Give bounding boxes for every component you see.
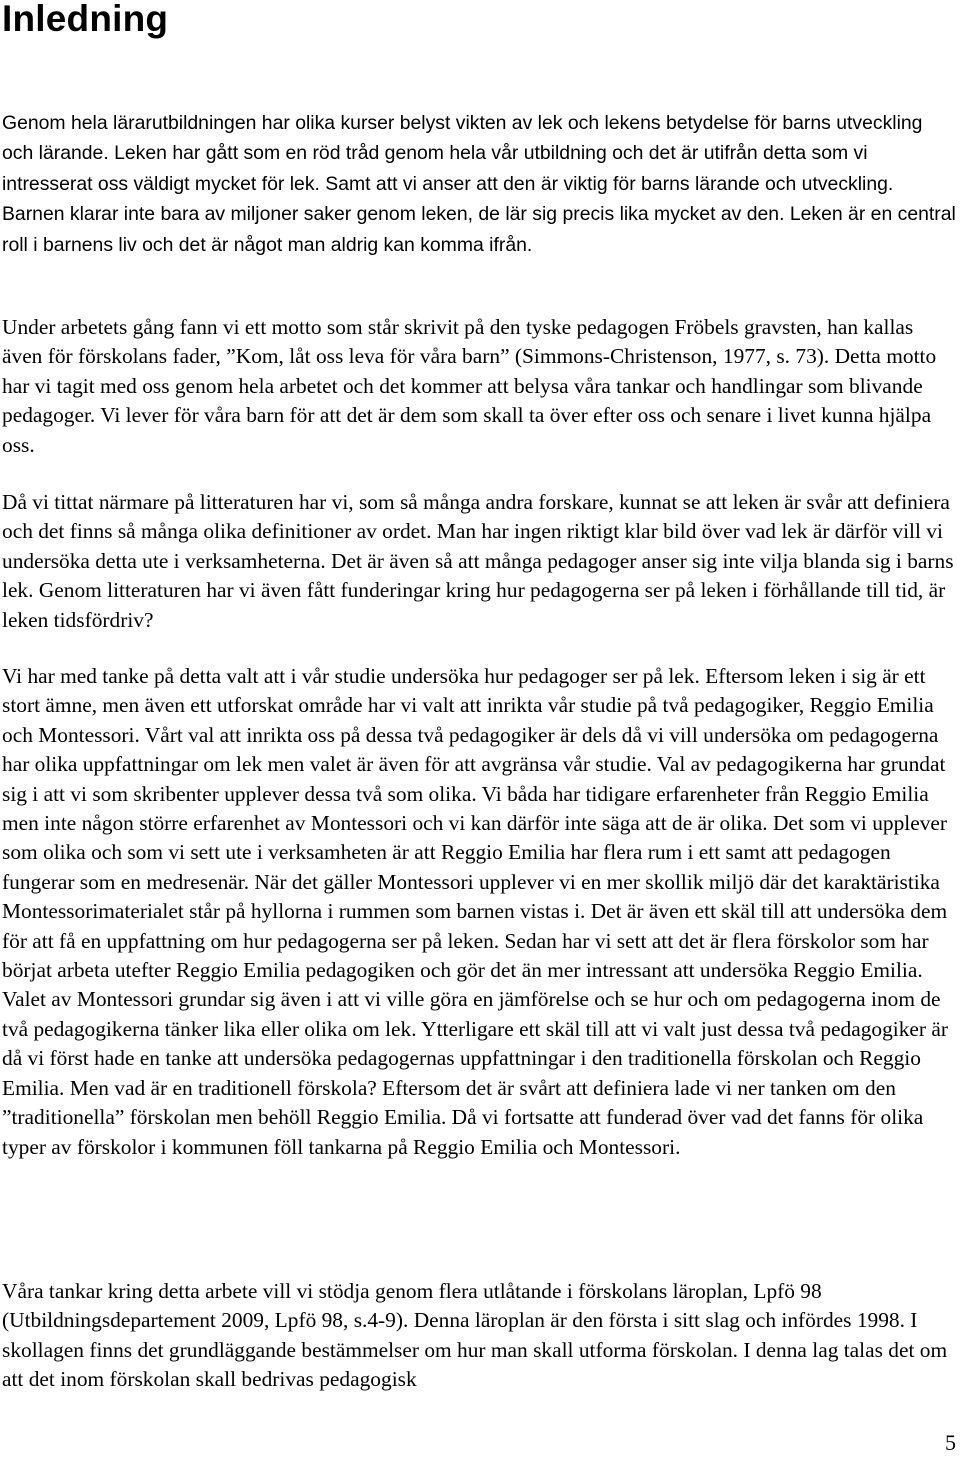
paragraph-literature: Då vi tittat närmare på litteraturen har vi, som så många andra forskare, kunnat se att leken är svår att definiera och det finns så många olika definitioner av ordet. Man har ingen riktigt klar bild över vad lek är därför vill vi undersöka detta ute i verksamheterna. Det är även så att många pedagoger anser sig inte vilja blanda sig i barns lek. Genom litteraturen har vi även fått funderingar kring hur pedagogerna ser på leken i förhållande till tid, är leken tidsfördriv? [2, 490, 954, 632]
page-title: Inledning [2, 0, 169, 39]
page-number: 5 [945, 1430, 956, 1455]
paragraph-curriculum: Våra tankar kring detta arbete vill vi stödja genom flera utlåtande i förskolans läroplan, Lpfö 98 (Utbildningsdepartement 2009, Lpfö 98, s.4-9). Denna läroplan är den första i sitt slag och infördes 1998. I skollagen finns det grundläggande bestämmelser om hur man skall utforma förskolan. I denna lag talas det om att det inom förskolan skall bedrivas pedagogisk [2, 1279, 948, 1392]
paragraph-motto: Under arbetets gång fann vi ett motto som står skrivit på den tyske pedagogen Fröbels gravsten, han kallas även för förskolans fader, ”Kom, låt oss leva för våra barn” (Simmons-Christenson, 1977, s. 73). Detta motto har vi tagit med oss genom hela arbetet och det kommer att belysa våra tankar och handlingar som blivande pedagoger. Vi lever för våra barn för att det är dem som skall ta över efter oss och senare i livet kunna hjälpa oss. [2, 315, 937, 457]
paragraph-study-focus: Vi har med tanke på detta valt att i vår studie undersöka hur pedagoger ser på lek. Eftersom leken i sig är ett stort ämne, men även ett utforskat område har vi valt att inrikta vår studie på två pedagogiker, Reggio Emilia och Montessori. Vårt val att inrikta oss på dessa två pedagogiker är dels då vi vill undersöka om pedagogerna har olika uppfattningar om lek men valet är även för att avgränsa vår studie. Val av pedagogikerna har grundat sig i att vi som skribenter upplever dessa två som olika. Vi båda har tidigare erfarenheter från Reggio Emilia men inte någon större erfarenhet av Montessori och vi kan därför inte säga att de är olika. Det som vi upplever som olika och som vi sett ute i verksamheten är att Reggio Emilia har flera rum i ett samt att pedagogen fungerar som en medresenär. När det gäller Montessori upplever vi en mer skollik miljö där det karaktäristika Montessorimaterialet står på hyllorna i rummen som barnen vistas i. Det är även ett skäl till att undersöka dem för att få en uppfattning om hur pedagogerna ser på leken. Sedan har vi sett att det är flera förskolor som har börjat arbeta utefter Reggio Emilia pedagogiken och gör det än mer intressant att undersöka Reggio Emilia. Valet av Montessori grundar sig även i att vi ville göra en jämförelse och se hur och om pedagogerna inom de två pedagogikerna tänker lika eller olika om lek. Ytterligare ett skäl till att vi valt just dessa två pedagogiker är då vi först hade en tanke att undersöka pedagogernas uppfattningar i den traditionella förskolan och Reggio Emilia. Men vad är en traditionell förskola? Eftersom det är svårt att definiera lade vi ner tanken om den ”traditionella” förskolan men behöll Reggio Emilia. Då vi fortsatte att funderad över vad det fanns för olika typer av förskolor i kommunen föll tankarna på Reggio Emilia och Montessori. [2, 664, 949, 1159]
paragraph-introduction: Genom hela lärarutbildningen har olika kurser belyst vikten av lek och lekens betydelse för barns utveckling och lärande. Leken har gått som en röd tråd genom hela vår utbildning och det är utifrån detta som vi intresserat oss väldigt mycket för lek. Samt att vi anser att den är viktig för barns lärande och utveckling. Barnen klarar inte bara av miljoner saker genom leken, de lär sig precis lika mycket av den. Leken är en central roll i barnens liv och det är något man aldrig kan komma ifrån. [2, 112, 956, 256]
